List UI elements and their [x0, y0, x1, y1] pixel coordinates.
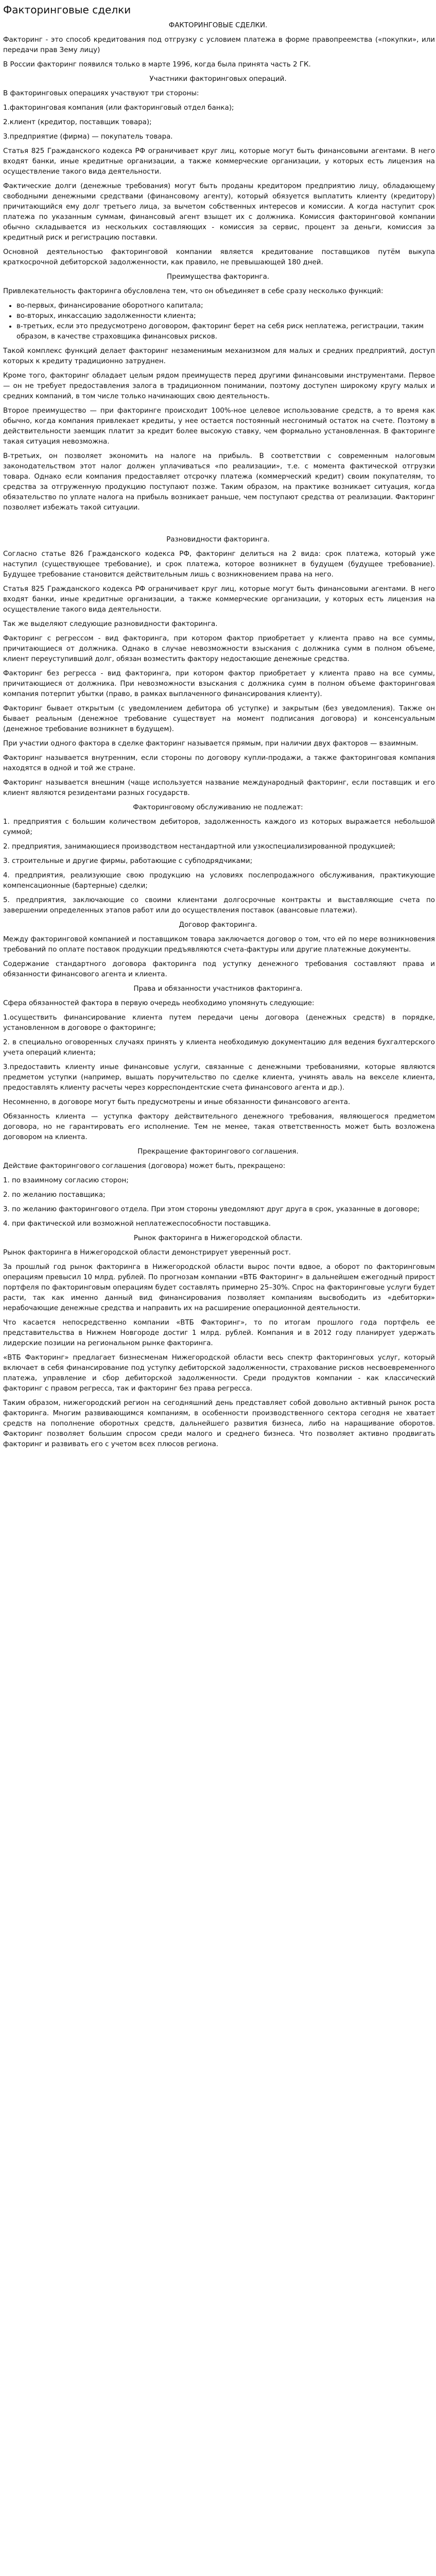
paragraph: Статья 825 Гражданского кодекса РФ ограничивает круг лиц, которые могут быть финансовыми агентами. В него входят банки, иные кредитные организации, а также коммерческие организации, у которых есть лицензия на осуществление такого вида деятельности.	[3, 147, 435, 176]
paragraph: 3. строительные и другие фирмы, работающие с субподрядчиками;	[3, 857, 253, 865]
paragraph: Рынок факторинга в Нижегородской области демонстрирует уверенный рост.	[3, 1249, 291, 1257]
section-heading: Прекращение факторингового соглашения.	[137, 1148, 299, 1156]
section-heading: Договор факторинга.	[179, 921, 257, 929]
paragraph: 5. предприятия, заключающие со своими клиентами долгосрочные контракты и выставляющие счета по завершении определенных этапов работ или до осуществления поставок (авансовые платежи).	[3, 896, 435, 914]
paragraph: При участии одного фактора в сделке факторинг называется прямым, при наличии двух факторов — взаимным.	[3, 740, 418, 748]
paragraph: Факторинг называется внутренним, если стороны по договору купли-продажи, а также факторинговая компания находятся в одной и той же стране.	[3, 754, 435, 772]
paragraph: Сфера обязанностей фактора в первую очередь необходимо упомянуть следующие:	[3, 999, 315, 1007]
list-item: • в-третьих, если это предусмотрено договором, факторинг берет на себя риск неплатежа, регистрации, таким образом, в качестве страховщика финансовых рисков.	[16, 321, 435, 342]
paragraph: Факторинг - это способ кредитования под отгрузку с условием платежа в форме правопреемства («покупки», или передачи прав Зему лицу)	[3, 36, 435, 54]
paragraph: 2. по желанию поставщика;	[3, 1191, 106, 1199]
section-heading: Преимущества факторинга.	[166, 273, 270, 281]
document-body	[1, 21, 435, 1450]
paragraph: За прошлый год рынок факторинга в Нижегородской области вырос почти вдвое, а оборот по факторинговым операциям превысил 10 млрд. рублей. По прогнозам компании «ВТБ Факторинг» в дальнейшем ежегодный прирост портфеля по факторинговым операциям будет составлять примерно 25–30%. Спрос на факторинговые услуги будет расти, так как именно данный вид финансирования позволяет компаниям высвободить из «дебиторки» нерабочающие денежные средства и направить их на расширение операционной деятельности.	[3, 1263, 435, 1312]
paragraph: Факторинг называется внешним (чаще используется название международный факторинг, если поставщик и его клиент являются резидентами разных государств.	[3, 779, 435, 797]
paragraph: Что касается непосредственно компании «ВТБ Факторинг», то по итогам прошлого года портфель ее представительства в Нижнем Новгороде достиг 1 млрд. рублей. Компания и в 2012 году планирует удержать лидерские позиции на региональном рынке факторинга.	[3, 1319, 435, 1347]
paragraph: 3. по желанию факторингового отдела. При этом стороны уведомляют друг друга в срок, указанные в договоре;	[3, 1206, 420, 1213]
paragraph: Содержание стандартного договора факторинга под уступку денежного требования составляют права и обязанности финансового агента и клиента.	[3, 960, 435, 978]
paragraph: Кроме того, факторинг обладает целым рядом преимуществ перед другими финансовыми инструментами. Первое — он не требует предоставления залога в традиционном понимании, поэтому доступен широкому кругу малых и средних компаний, в том числе только начинающих свою деятельность.	[3, 372, 435, 400]
paragraph: «ВТБ Факторинг» предлагает бизнесменам Нижегородской области весь спектр факторинговых услуг, который включает в себя финансирование под уступку дебиторской задолженности, страхование рисков несвоевременного платежа, управление и сбор дебиторской задолженности. Среди продуктов компании - как классический факторинг с правом регресса, так и факторинг без права регресса.	[3, 1354, 435, 1393]
paragraph: Факторинг бывает открытым (с уведомлением дебитора об уступке) и закрытым (без уведомления). Также он бывает реальным (денежное требование существует на момент подписания договора) и консенсуальным (денежное требование возникнет в будущем).	[3, 705, 435, 733]
paragraph: Второе преимущество — при факторинге происходит 100%-ное целевое использование средств, а то время как обычно, когда компания привлекает кредиты, у нее остается постоянный несгонимый остаток на счете. Поэтому в действительности заемщик платит за кредит более высокую ставку, чем формально установленная. В факторинге такая ситуация невозможна.	[3, 407, 435, 446]
paragraph: Основной деятельностью факторинговой компании является кредитование поставщиков путём выкупа краткосрочной дебиторской задолженности, как правило, не превышающей 180 дней.	[3, 248, 435, 266]
paragraph: 1.осуществить финансирование клиента путем передачи цены договора (денежных средств) в порядке, установленном в договоре о факторинге;	[3, 1014, 435, 1032]
paragraph: Между факторинговой компанией и поставщиком товара заключается договор о том, что ей по мере возникновения требований по оплате поставок продукции предъявляются счета-фактуры или другие платежные документы.	[3, 936, 435, 954]
paragraph: 2. в специально оговоренных случаях принять у клиента необходимую документацию для ведения бухгалтерского учета операций клиента;	[3, 1039, 435, 1057]
paragraph: Согласно статье 826 Гражданского кодекса РФ, факторинг делиться на 2 вида: срок платежа, который уже наступил (существующее требование), и срок платежа, которое возникнет в будущем (будущее требование). Будущее требование становится действительным лишь с возникновением права на него.	[3, 550, 435, 579]
list-item: • во-первых, финансирование оборотного капитала;	[16, 301, 435, 311]
section-heading: Права и обязанности участников факторинга.	[133, 985, 303, 993]
bullet-list	[1, 301, 435, 342]
paragraph: Несомненно, в договоре могут быть предусмотрены и иные обязанности финансового агента.	[3, 1098, 351, 1106]
section-heading: Разновидности факторинга.	[166, 536, 270, 544]
paragraph: В-третьих, он позволяет экономить на налоге на прибыль. В соответствии с современным налоговым законодательством этот налог должен уплачиваться «по реализации», т.е. с момента фактической отгрузки товара. Однако если компания предоставляет отсрочку платежа (коммерческий кредит) своим покупателям, то средства за отгруженную продукцию поступают позже. Таким образом, на практике возникает ситуация, когда обязательство по уплате налога на прибыль возникает раньше, чем поступают средства от реализации. Факторинг позволяет избежать такой ситуации.	[3, 452, 435, 512]
paragraph: Статья 825 Гражданского кодекса РФ ограничивает круг лиц, которые могут быть финансовыми агентами. В него входят банки, иные кредитные организации, а также коммерческие организации, у которых есть лицензия на осуществление такого вида деятельности.	[3, 585, 435, 614]
paragraph: 1.факторинговая компания (или факторинговый отдел банка);	[3, 104, 234, 112]
paragraph: 1. по взаимному согласию сторон;	[3, 1177, 129, 1184]
paragraph: Так же выделяют следующие разновидности факторинга.	[3, 620, 218, 628]
paragraph: Факторинг с регрессом - вид факторинга, при котором фактор приобретает у клиента право на все суммы, причитающиеся от должника. Однако в случае невозможности взыскания с должника сумм в полном объеме, клиент переуступивший долг, обязан возместить фактору недостающие денежные средства.	[3, 635, 435, 663]
page-title: Факторинговые сделки	[3, 4, 131, 16]
paragraph: Фактические долги (денежные требования) могут быть проданы кредитором предприятию лицу, обладающему свободными денежными средствами (финансовому агенту), который обязуется выплатить клиенту (кредитору) причитающийся ему долг третьего лица, за вычетом собственных интересов и комиссии. А когда наступит срок платежа по указанным суммам, финансовый агент взыщет их с должника. Комиссия факторинговой компании обычно складывается из нескольких составляющих - комиссия за сервис, процент за деньги, комиссия за кредитный риск и регистрацию поставки.	[3, 182, 435, 242]
paragraph: 4. при фактической или возможной неплатежеспособности поставщика.	[3, 1220, 271, 1228]
document-page	[1, 0, 435, 1454]
paragraph: 4. предприятия, реализующие свою продукцию на условиях послепродажного обслуживания, практикующие компенсационные (бартерные) сделки;	[3, 872, 435, 890]
paragraph: Факторинг без регресса - вид факторинга, при котором фактор приобретает у клиента право на все суммы, причитающиеся от должника. При невозможности взыскания с должника сумм в полном объеме факторинговая компания потерпит убытки (право, в рамках выплаченного финансирования клиенту).	[3, 670, 435, 698]
paragraph: Такой комплекс функций делает факторинг незаменимым механизмом для малых и средних предприятий, доступ которых к кредиту традиционно затруднен.	[3, 347, 435, 365]
paragraph: 3.предприятие (фирма) — покупатель товара.	[3, 133, 173, 141]
paragraph: 2. предприятия, занимающиеся производством нестандартной или узкоспециализированной продукцией;	[3, 843, 395, 851]
section-heading: Участники факторинговых операций.	[149, 75, 287, 83]
paragraph: Привлекательность факторинга обусловлена тем, что он объединяет в себе сразу несколько функций:	[3, 287, 383, 295]
section-heading: Рынок факторинга в Нижегородской области.	[133, 1234, 303, 1242]
section-heading: Факторинговому обслуживанию не подлежат:	[133, 804, 303, 811]
paragraph: 3.предоставить клиенту иные финансовые услуги, связанные с денежными требованиями, которые являются предметом уступки (например, вышать поручительство по сделке клиента, учинять аваль на векселе клиента, предоставлять клиенту расчеты через корреспондентские счета финансового агента и др.).	[3, 1063, 435, 1092]
paragraph: Таким образом, нижегородский регион на сегодняшний день представляет собой довольно активный рынок роста факторинга. Многим развивающимся компаниям, в особенности производственного сектора сегодня не хватает средств на пополнение оборотных средств, дальнейшего развития бизнеса, либо на наращивание оборотов. Факторинг позволяет большим спросом среди малого и среднего бизнеса. Что позволяет активно продвигать факторинг и развивать его с учетом всех плюсов региона.	[3, 1399, 435, 1448]
paragraph: Действие факторингового соглашения (договора) может быть, прекращено:	[3, 1162, 286, 1170]
paragraph: 1. предприятия с большим количеством дебиторов, задолженность каждого из которых выражается небольшой суммой;	[3, 818, 435, 836]
paragraph: В факторинговых операциях участвуют три стороны:	[3, 90, 199, 97]
paragraph: 2.клиент (кредитор, поставщик товара);	[3, 118, 152, 126]
paragraph: Обязанность клиента — уступка фактору действительного денежного требования, являющегося предметом договора, но не гарантировать его исполнение. Тем не менее, такая ответственность может быть возложена договором на клиента.	[3, 1113, 435, 1141]
spacer	[1, 517, 435, 531]
section-heading: ФАКТОРИНГОВЫЕ СДЕЛКИ.	[168, 22, 268, 29]
list-item: • во-вторых, инкассацию задолженности клиента;	[16, 311, 435, 321]
paragraph: В России факторинг появился только в марте 1996, когда была принята часть 2 ГК.	[3, 61, 311, 69]
